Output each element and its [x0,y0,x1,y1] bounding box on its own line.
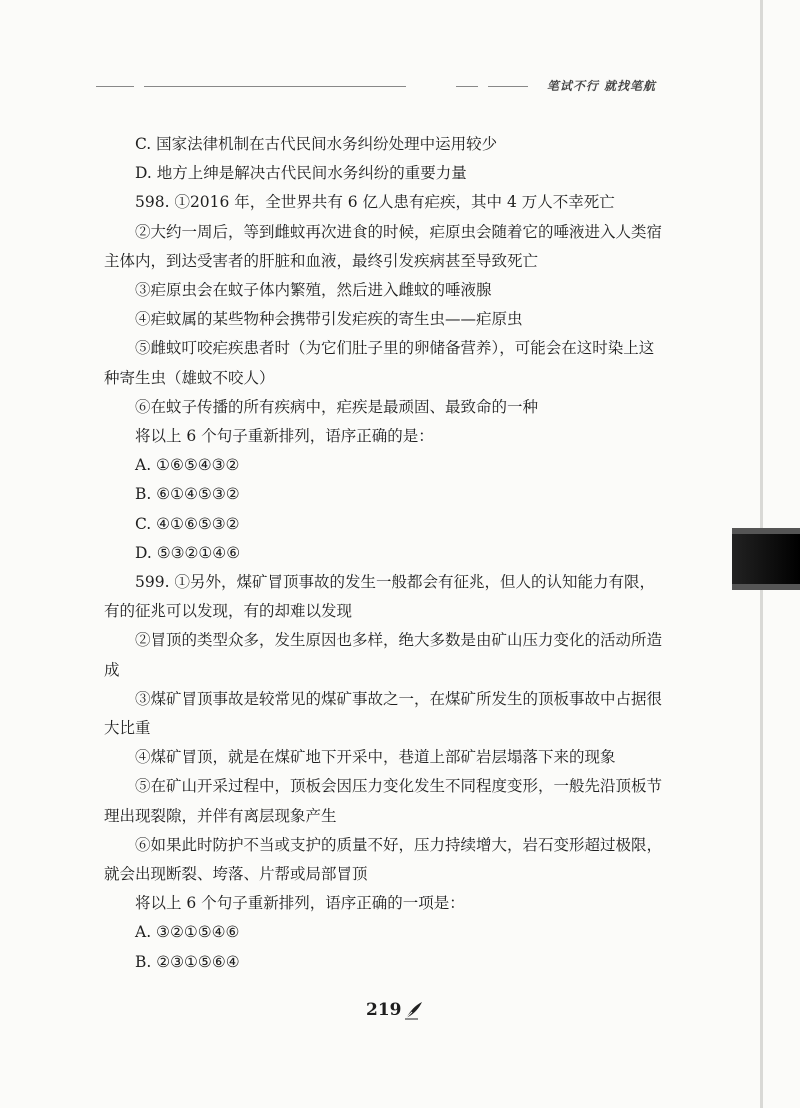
text-line: ⑤在矿山开采过程中，顶板会因压力变化发生不同程度变形，一般先沿顶板节理出现裂隙，并伴有离层现象产生 [104,777,663,825]
text-line: ④疟蚊属的某些物种会携带引发疟疾的寄生虫——疟原虫 [135,310,523,329]
text-line: B. ⑥①④⑤③② [135,485,240,504]
text-line: 599. ①另外，煤矿冒顶事故的发生一般都会有征兆，但人的认知能力有限，有的征兆可以发现，有的却难以发现 [104,573,655,621]
text-line: ③疟原虫会在蚊子体内繁殖，然后进入雌蚊的唾液腺 [135,281,492,300]
text-line: C. ④①⑥⑤③② [135,514,240,533]
text-line: ③煤矿冒顶事故是较常见的煤矿事故之一，在煤矿所发生的顶板事故中占据很大比重 [104,689,663,738]
header-rule [144,86,406,87]
text-line: 将以上 6 个句子重新排列，语序正确的是： [135,427,434,446]
header-rule [96,86,134,87]
page-number: 219 [366,1000,402,1020]
header-rule [488,86,528,87]
text-line: ④煤矿冒顶，就是在煤矿地下开采中，巷道上部矿岩层塌落下来的现象 [135,748,616,767]
text-line: ②大约一周后，等到雌蚊再次进食的时候，疟原虫会随着它的唾液进入人类宿主体内，到达受害者的肝脏和血液，最终引发疾病甚至导致死亡 [104,222,663,270]
thumb-index-tab [732,528,800,590]
header-motto: 笔试不行 就找笔航 [546,79,656,93]
text-line: ②冒顶的类型众多，发生原因也多样，绝大多数是由矿山压力变化的活动所造成 [104,631,663,679]
text-line: A. ③②①⑤④⑥ [135,923,240,942]
text-line: D. 地方上绅是解决古代民间水务纠纷的重要力量 [135,164,467,183]
text-line: 将以上 6 个句子重新排列，语序正确的一项是： [135,894,465,913]
running-header [96,80,656,94]
text-line: B. ②③①⑤⑥④ [135,952,240,971]
header-rule [456,86,478,87]
page-body [104,130,664,977]
text-line: A. ①⑥⑤④③② [135,456,240,475]
text-line: C. 国家法律机制在古代民间水务纠纷处理中运用较少 [135,135,498,153]
text-line: ⑤雌蚊叮咬疟疾患者时（为它们肚子里的卵储备营养），可能会在这时染上这种寄生虫（雄蚊不咬人） [104,339,655,387]
text-line: 598. ①2016 年，全世界共有 6 亿人患有疟疾，其中 4 万人不幸死亡 [135,193,615,212]
text-line: D. ⑤③②①④⑥ [135,543,241,562]
text-line: ⑥如果此时防护不当或支护的质量不好，压力持续增大，岩石变形超过极限，就会出现断裂、垮落、片帮或局部冒顶 [104,835,663,884]
page-footer [366,1000,424,1020]
text-line: ⑥在蚊子传播的所有疾病中，疟疾是最顽固、最致命的一种 [135,397,539,416]
quill-pen-icon [404,1000,424,1020]
